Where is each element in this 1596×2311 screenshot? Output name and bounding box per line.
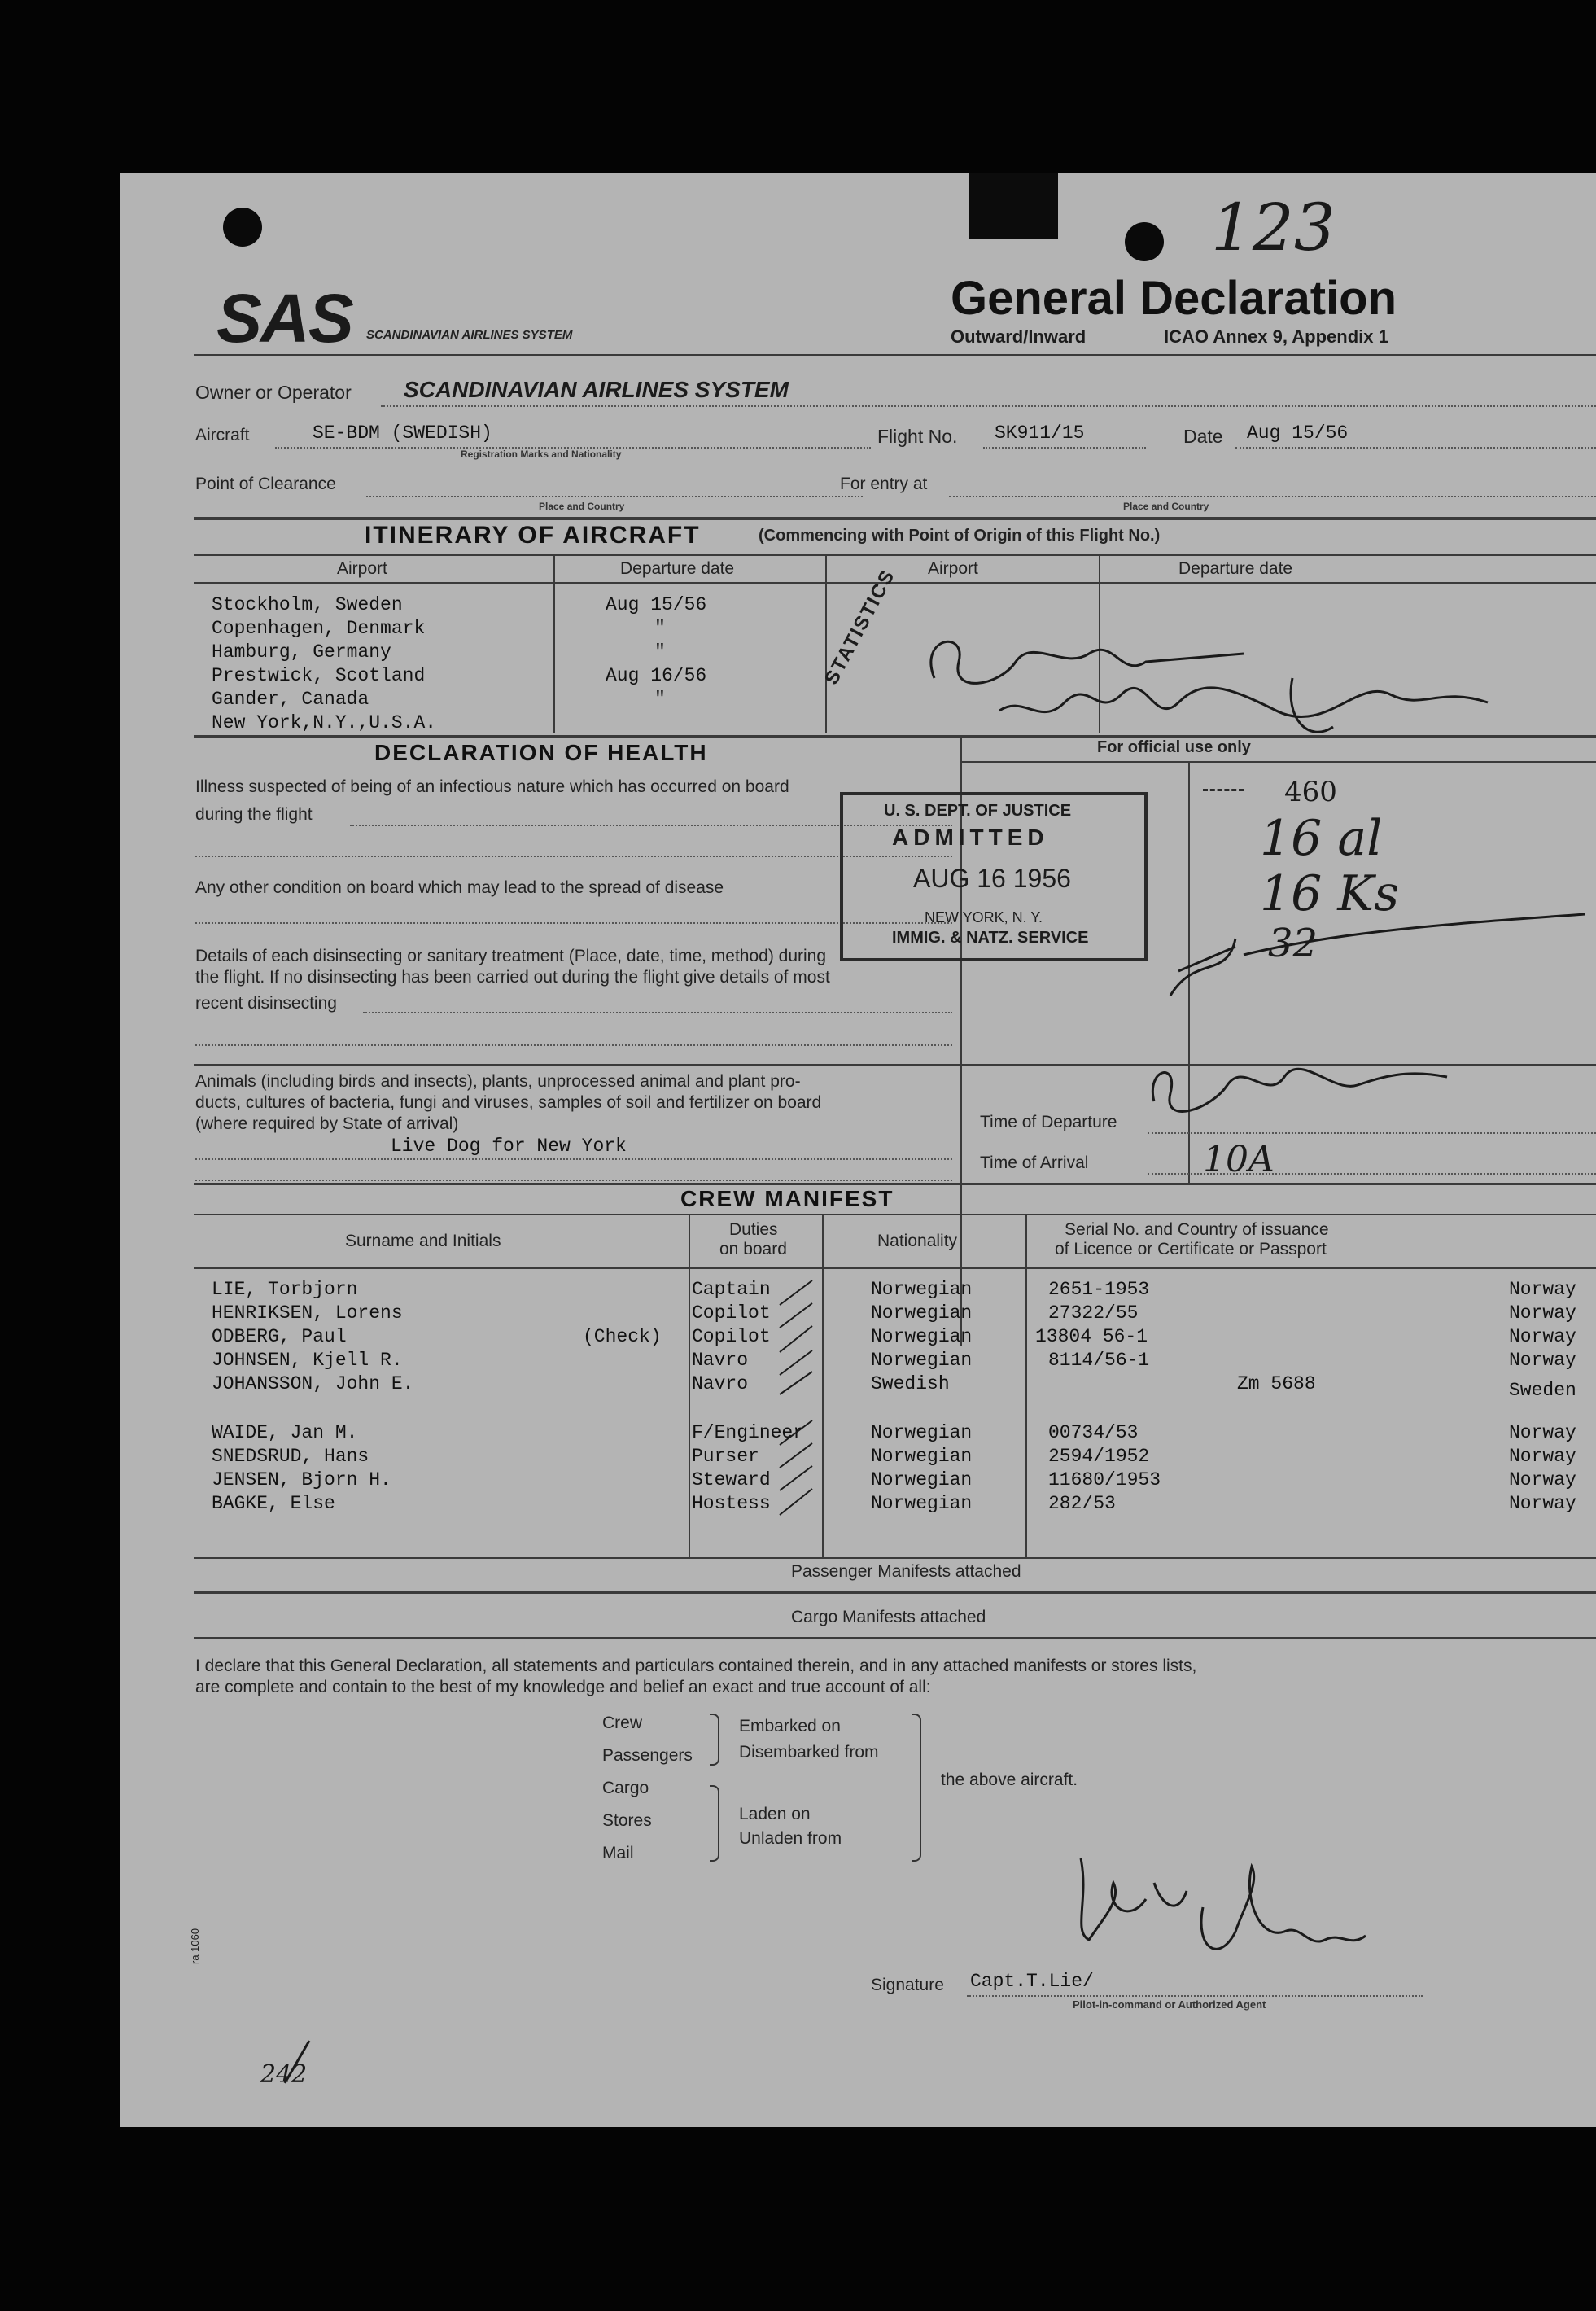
form-title: General Declaration	[951, 272, 1397, 325]
health-title: DECLARATION OF HEALTH	[374, 740, 708, 765]
crew-country: Norway	[1509, 1469, 1576, 1490]
owner-value: SCANDINAVIAN AIRLINES SYSTEM	[404, 377, 789, 402]
itinerary-airport: Hamburg, Germany	[212, 641, 391, 663]
crew-serial: 2651-1953	[1048, 1279, 1150, 1300]
signature-value: Capt.T.Lie/	[970, 1971, 1094, 1992]
crew-serial: Zm 5688	[1237, 1373, 1316, 1394]
health-q2: Any other condition on board which may lead to the spread of disease	[195, 878, 724, 897]
stamp-line1: U. S. DEPT. OF JUSTICE	[884, 802, 1072, 820]
torn-corner	[969, 173, 1058, 239]
crew-col-serial-2: of Licence or Certificate or Passport	[1055, 1240, 1327, 1258]
health-q3b: the flight. If no disinsecting has been carried out during the flight give details of most	[195, 968, 830, 987]
crew-row	[120, 1350, 1596, 1374]
crew-country: Norway	[1509, 1326, 1576, 1347]
crew-duty: Purser	[692, 1446, 759, 1467]
sas-logo-subtitle: SCANDINAVIAN AIRLINES SYSTEM	[366, 328, 573, 342]
crew-name: SNEDSRUD, Hans	[212, 1446, 369, 1467]
signature-caption: Pilot-in-command or Authorized Agent	[1073, 1998, 1266, 2011]
crew-duty: Steward	[692, 1469, 771, 1490]
itinerary-date: Aug 15/56	[606, 594, 707, 615]
itinerary-airport: Gander, Canada	[212, 689, 369, 710]
itinerary-airport: Prestwick, Scotland	[212, 665, 426, 686]
itinerary-col-departure2: Departure date	[1178, 559, 1293, 578]
health-q1a: Illness suspected of being of an infectious nature which has occurred on board	[195, 777, 789, 796]
official-dash	[1203, 789, 1244, 791]
crew-col-serial: Serial No. and Country of issuance	[1065, 1220, 1329, 1239]
departure-time-label: Time of Departure	[980, 1113, 1117, 1131]
declaration-above: the above aircraft.	[941, 1770, 1078, 1789]
health-q4a: Animals (including birds and insects), plants, unprocessed animal and plant pro-	[195, 1072, 801, 1091]
crew-country: Sweden	[1509, 1380, 1576, 1401]
crew-duty: Navro	[692, 1350, 749, 1371]
crew-col-duties: Duties	[729, 1220, 778, 1239]
crew-nationality: Norwegian	[871, 1493, 973, 1514]
aircraft-caption: Registration Marks and Nationality	[461, 449, 622, 460]
crew-col-nationality: Nationality	[877, 1232, 958, 1250]
duty-check-marks	[772, 1272, 820, 1533]
crew-nationality: Norwegian	[871, 1302, 973, 1324]
clearance-label: Point of Clearance	[195, 475, 336, 493]
itinerary-col-airport: Airport	[337, 559, 387, 578]
crew-row	[120, 1446, 1596, 1470]
passenger-manifests: Passenger Manifests attached	[791, 1562, 1021, 1581]
arrival-time-label: Time of Arrival	[980, 1153, 1089, 1172]
punch-hole	[1125, 222, 1164, 261]
itinerary-airport: Stockholm, Sweden	[212, 594, 403, 615]
crew-title: CREW MANIFEST	[680, 1186, 894, 1211]
entry-caption: Place and Country	[1123, 501, 1209, 512]
itinerary-airport: Copenhagen, Denmark	[212, 618, 426, 639]
itinerary-date: Aug 16/56	[606, 665, 707, 686]
crew-duty: Copilot	[692, 1302, 771, 1324]
signature-label: Signature	[871, 1976, 944, 1994]
date-value: Aug 15/56	[1247, 422, 1349, 444]
crew-name: LIE, Torbjorn	[212, 1279, 358, 1300]
handwritten-scribble	[902, 589, 1520, 751]
crew-name: ODBERG, Paul	[212, 1326, 347, 1347]
itinerary-date: "	[654, 618, 666, 639]
itinerary-date: "	[654, 689, 666, 710]
itinerary-title: ITINERARY OF AIRCRAFT	[365, 522, 701, 549]
crew-name: BAGKE, Else	[212, 1493, 335, 1514]
clearance-caption: Place and Country	[539, 501, 625, 512]
crew-nationality: Norwegian	[871, 1350, 973, 1371]
crew-name: JOHNSEN, Kjell R.	[212, 1350, 403, 1371]
crew-nationality: Norwegian	[871, 1279, 973, 1300]
official-note-16al: 16 al	[1260, 810, 1383, 867]
crew-row	[120, 1302, 1596, 1327]
declaration-passengers: Passengers	[602, 1746, 693, 1765]
punch-hole	[223, 208, 262, 247]
itinerary-date: "	[654, 641, 666, 663]
stamp-line4: IMMIG. & NATZ. SERVICE	[892, 929, 1089, 947]
health-q4b: ducts, cultures of bacteria, fungi and viruses, samples of soil and fertilizer on board	[195, 1093, 822, 1112]
crew-row	[120, 1373, 1596, 1401]
crew-serial: 2594/1952	[1048, 1446, 1150, 1467]
stamp-line3: NEW YORK, N. Y.	[925, 909, 1043, 926]
declaration-unladen: Unladen from	[739, 1829, 842, 1848]
aircraft-value: SE-BDM (SWEDISH)	[313, 422, 492, 444]
crew-name: JENSEN, Bjorn H.	[212, 1469, 391, 1490]
crew-name: WAIDE, Jan M.	[212, 1422, 358, 1443]
crew-row	[120, 1469, 1596, 1494]
crew-nationality: Norwegian	[871, 1469, 973, 1490]
flight-no-value: SK911/15	[995, 422, 1085, 444]
declaration-laden: Laden on	[739, 1805, 811, 1823]
health-q3a: Details of each disinsecting or sanitary treatment (Place, date, time, method) during	[195, 947, 827, 965]
declaration-cargo: Cargo	[602, 1779, 649, 1797]
crew-duty: F/Engineer	[692, 1422, 805, 1443]
crew-country: Norway	[1509, 1279, 1576, 1300]
owner-label: Owner or Operator	[195, 382, 352, 403]
declaration-stores: Stores	[602, 1811, 652, 1830]
crew-serial: 282/53	[1048, 1493, 1116, 1514]
itinerary-airport: New York,N.Y.,U.S.A.	[212, 712, 437, 733]
crew-col-duties-2: on board	[719, 1240, 787, 1258]
crew-nationality: Norwegian	[871, 1422, 973, 1443]
crew-country: Norway	[1509, 1446, 1576, 1467]
page-number: 123	[1211, 190, 1336, 265]
official-note-460: 460	[1284, 776, 1337, 808]
crew-duty: Hostess	[692, 1493, 771, 1514]
crew-country: Norway	[1509, 1422, 1576, 1443]
crew-col-surname: Surname and Initials	[345, 1232, 501, 1250]
health-q4-answer: Live Dog for New York	[391, 1136, 627, 1157]
crew-country: Norway	[1509, 1493, 1576, 1514]
crew-country: Norway	[1509, 1350, 1576, 1371]
aircraft-label: Aircraft	[195, 426, 250, 444]
crew-row	[120, 1279, 1596, 1303]
bottom-handwritten-note: 242	[260, 2060, 308, 2089]
health-q3c: recent disinsecting	[195, 994, 337, 1013]
cargo-manifests: Cargo Manifests attached	[791, 1608, 986, 1626]
crew-row	[120, 1493, 1596, 1517]
crew-serial: 11680/1953	[1048, 1469, 1161, 1490]
crew-name: HENRIKSEN, Lorens	[212, 1302, 403, 1324]
form-subtitle-icao: ICAO Annex 9, Appendix 1	[1164, 326, 1388, 347]
crew-nationality: Norwegian	[871, 1446, 973, 1467]
health-q1b: during the flight	[195, 805, 313, 824]
form-subtitle-outward: Outward/Inward	[951, 326, 1087, 347]
crew-serial: 27322/55	[1048, 1302, 1139, 1324]
date-label: Date	[1183, 426, 1223, 447]
crew-name: JOHANSSON, John E.	[212, 1373, 414, 1394]
declaration-disembarked: Disembarked from	[739, 1743, 879, 1762]
arrival-time-value: 10A	[1203, 1139, 1275, 1180]
admitted-stamp	[840, 792, 1148, 961]
entry-label: For entry at	[840, 475, 928, 493]
statistics-stamp: STATISTICS	[820, 565, 900, 689]
itinerary-col-departure: Departure date	[620, 559, 735, 578]
handwritten-scrawl	[1138, 1053, 1512, 1126]
crew-row	[120, 1326, 1596, 1350]
crew-country: Norway	[1509, 1302, 1576, 1324]
crew-duty: Copilot	[692, 1326, 771, 1347]
itinerary-col-airport2: Airport	[928, 559, 978, 578]
form-number: ra 1060	[189, 1928, 201, 1964]
crew-serial: 8114/56-1	[1048, 1350, 1150, 1371]
crew-serial: 13804 56-1	[1035, 1326, 1148, 1347]
flight-no-label: Flight No.	[877, 426, 958, 447]
official-note-32: 32	[1268, 921, 1318, 966]
declaration-embarked: Embarked on	[739, 1717, 841, 1735]
declaration-mail: Mail	[602, 1844, 634, 1862]
declaration-form	[120, 173, 1596, 2127]
declaration-line2: are complete and contain to the best of my knowledge and belief an exact and true account of all:	[195, 1678, 931, 1696]
official-note-16ks: 16 Ks	[1260, 865, 1400, 922]
crew-nationality: Norwegian	[871, 1326, 973, 1347]
stamp-date: AUG 16 1956	[913, 864, 1071, 893]
crew-nationality: Swedish	[871, 1373, 950, 1394]
crew-note: (Check)	[583, 1326, 662, 1347]
health-q4c: (where required by State of arrival)	[195, 1114, 459, 1133]
crew-duty: Captain	[692, 1279, 771, 1300]
handwritten-strike	[1130, 906, 1585, 1020]
declaration-crew: Crew	[602, 1714, 643, 1732]
handwritten-signature	[1056, 1834, 1398, 1972]
crew-serial: 00734/53	[1048, 1422, 1139, 1443]
official-label: For official use only	[1097, 738, 1251, 756]
sas-logo: SAS	[216, 280, 352, 357]
crew-row	[120, 1422, 1596, 1447]
declaration-line1: I declare that this General Declaration, all statements and particulars contained therein, and in any attached manifests or stores lists,	[195, 1657, 1197, 1675]
itinerary-note: (Commencing with Point of Origin of this Flight No.)	[759, 527, 1161, 545]
bottom-slash-mark	[280, 2037, 313, 2086]
crew-duty: Navro	[692, 1373, 749, 1394]
stamp-admitted: ADMITTED	[892, 825, 1049, 850]
